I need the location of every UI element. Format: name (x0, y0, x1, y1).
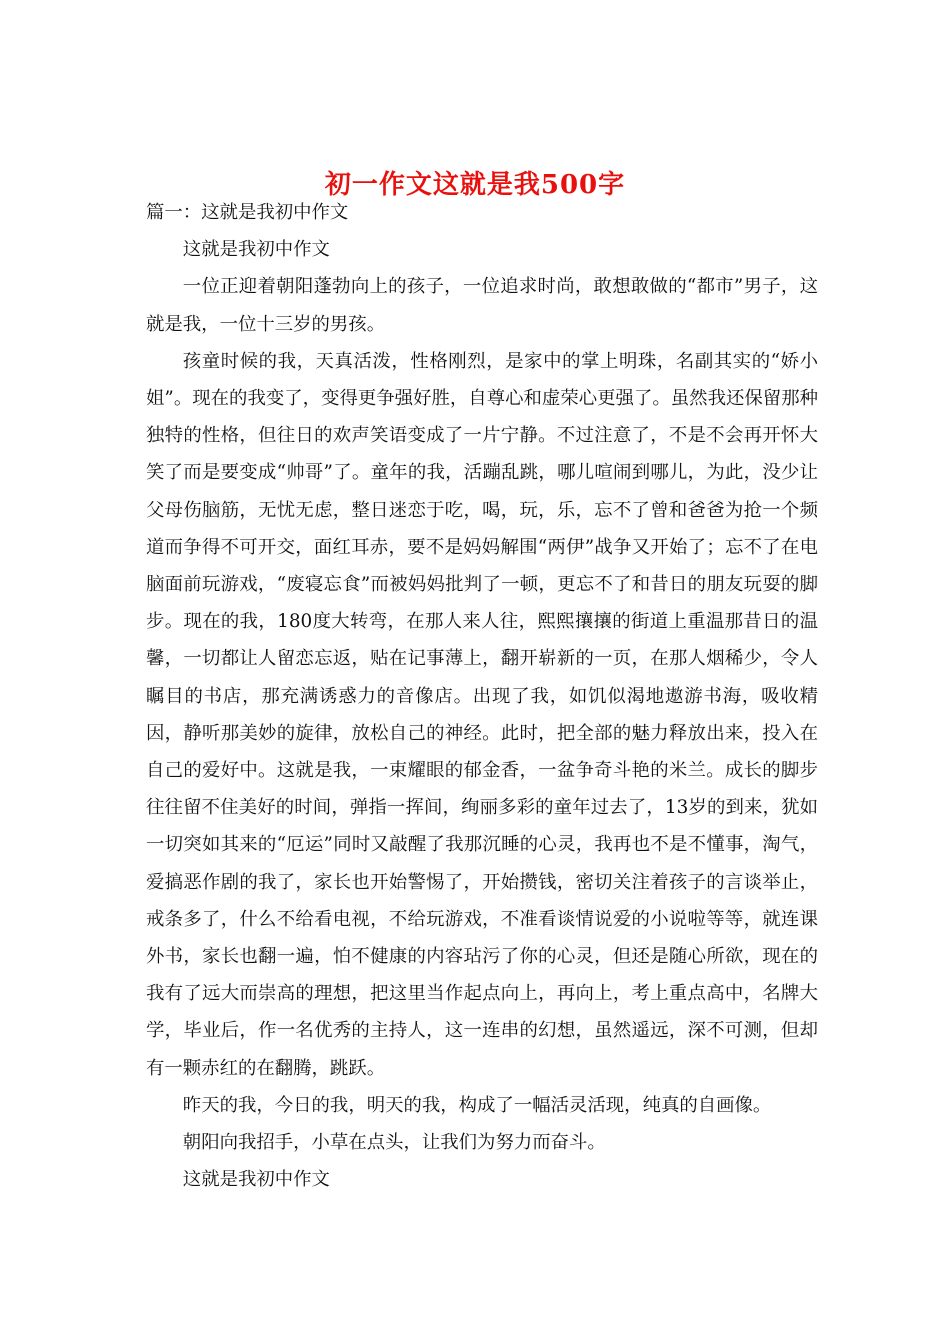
section-heading: 篇一：这就是我初中作文 (146, 202, 349, 223)
paragraph-closing: 朝阳向我招手，小草在点头，让我们为努力而奋斗。 (182, 1132, 606, 1154)
paragraph-intro: 一位正迎着朝阳蓬勃向上的孩子，一位追求时尚，敢想敢做的“都市”男子，这就是我，一位十三岁的男孩。 (146, 276, 818, 335)
paragraph-main: 孩童时候的我，天真活泼，性格刚烈，是家中的掌上明珠，名副其实的“娇小姐”。现在的我变了，变得更争强好胜，自尊心和虚荣心更强了。虽然我还保留那种独特的性格，但往日的欢声笑语变成了一片宁静。不过注意了，不是不会再开怀大笑了而是要变成“帅哥”了。童年的我，活蹦乱跳，哪儿喧闹到哪儿，为此，没少让父母伤脑筋，无忧无虑，整日迷恋于吃，喝，玩，乐，忘不了曾和爸爸为抢一个频道而争得不可开交，面红耳赤，要不是妈妈解围“两伊”战争又开始了；忘不了在电脑面前玩游戏，“废寝忘食”而被妈妈批判了一顿，更忘不了和昔日的朋友玩耍的脚步。现在的我，180度大转弯，在那人来人往，熙熙攘攘的街道上重温那昔日的温馨，一切都让人留恋忘返，贴在记事薄上，翻开崭新的一页，在那人烟稀少，令人瞩目的书店，那充满诱惑力的音像店。出现了我，如饥似渴地遨游书海，吸收精因，静听那美妙的旋律，放松自己的神经。此时，把全部的魅力释放出来，投入在自己的爱好中。这就是我，一束耀眼的郁金香，一盆争奇斗艳的米兰。成长的脚步往往留不住美好的时间，弹指一挥间，绚丽多彩的童年过去了，13岁的到来，犹如一切突如其来的“厄运”同时又敲醒了我那沉睡的心灵，我再也不是不懂事，淘气，爱搞恶作剧的我了，家长也开始警惕了，开始攒钱，密切关注着孩子的言谈举止，戒条多了，什么不给看电视，不给玩游戏，不准看谈情说爱的小说啦等等，就连课外书，家长也翻一遍，怕不健康的内容玷污了你的心灵，但还是随心所欲，现在的我有了远大而崇高的理想，把这里当作起点向上，再向上，考上重点高中，名牌大学，毕业后，作一名优秀的主持人，这一连串的幻想，虽然遥远，深不可测，但却有一颗赤红的在翻腾，跳跃。 (146, 350, 818, 1079)
paragraph-subtitle: 这就是我初中作文 (182, 239, 330, 261)
document-title: 初一作文这就是我500字 (324, 170, 626, 201)
paragraph-next-title: 这就是我初中作文 (182, 1169, 330, 1191)
document-body (146, 194, 818, 1198)
paragraph-self-portrait: 昨天的我，今日的我，明天的我，构成了一幅活灵活现，纯真的自画像。 (182, 1094, 772, 1116)
